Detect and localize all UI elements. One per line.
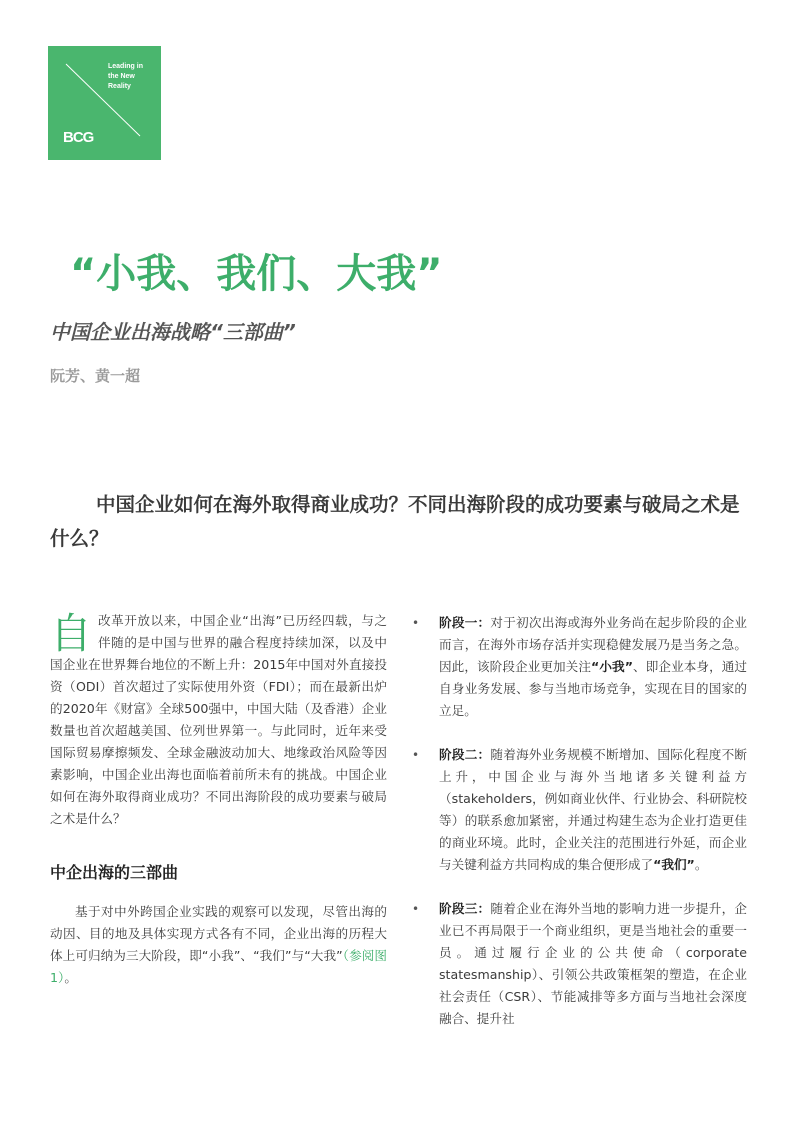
logo-tagline [108,62,143,92]
stage-1-text-end: 、即企业本身，通过自身业务发展、参与当地市场竞争，实现在目的国家的立足。 [439,659,747,718]
section-paragraph [50,901,387,989]
bullet-dot-icon: • [412,902,420,916]
stage-3-item [412,898,747,1030]
tagline-line-3: Reality [108,83,131,90]
bullet-dot-icon: • [412,748,420,762]
stage-1-item [412,612,747,722]
section-text: 基于对中外跨国企业实践的观察可以发现，尽管出海的动因、目的地及具体实现方式各有不同，企业出海的历程大体上可归纳为三大阶段，即“小我”、“我们”与“大我” [50,904,387,963]
tagline-line-2: the New [108,73,135,80]
section-text-end: 。 [64,970,77,985]
bullet-dot-icon: • [412,616,420,630]
logo-wordmark: BCG [63,129,94,146]
stage-2-label: 阶段二： [439,747,491,762]
intro-text: 改革开放以来，中国企业“出海”已历经四载，与之伴随的是中国与世界的融合程度持续加深，以及中国企业在世界舞台地位的不断上升：2015年中国对外直接投资（ODI）首次超过了实际使用外资（FDI）；而在最新出炉的2020年《财富》全球500强中，中国大陆（及香港）企业数量也首次超越美国、位列世界第一。与此同时，近年来受国际贸易摩擦频发、全球金融波动加大、地缘政治风险等因素影响，中国企业出海也面临着前所未有的挑战。中国企业如何在海外取得商业成功？不同出海阶段的成功要素与破局之术是什么？ [50,613,387,826]
stage-1-highlight: “小我” [591,659,633,674]
left-column [50,610,387,989]
stage-2-highlight: “我们” [653,857,695,872]
article-title: “小我、我们、大我” [70,251,443,297]
stage-1-text: 对于初次出海或海外业务尚在起步阶段的企业而言，在海外市场存活并实现稳健发展乃是当务之急。因此，该阶段企业更加关注 [439,615,747,674]
article-authors: 阮芳、黄一超 [50,367,141,385]
intro-paragraph [50,610,387,830]
stage-2-text-end: 。 [694,857,708,872]
stage-3-text: 随着企业在海外当地的影响力进一步提升，企业已不再局限于一个商业组织，更是当地社会的重要一员。通过履行企业的公共使命（corporate statesmanship）、引领公共政策框架的塑造，在企业社会责任（CSR）、节能减排等多方面与当地社会深度融合、提升社 [439,901,747,1026]
stage-2-text: 随着海外业务规模不断增加、国际化程度不断上升，中国企业与海外当地诸多关键利益方（stakeholders，例如商业伙伴、行业协会、科研院校等）的联系愈加紧密，并通过构建生态为企业打造更佳的商业环境。此时，企业关注的范围进行外延，而企业与关键利益方共同构成的集合便形成了 [439,747,747,872]
stage-3-label: 阶段三： [439,901,491,916]
lead-question: 中国企业如何在海外取得商业成功？不同出海阶段的成功要素与破局之术是什么？ [50,493,740,550]
section-heading: 中企出海的三部曲 [50,863,179,882]
article-subtitle: 中国企业出海战略“三部曲” [50,320,296,344]
right-column [412,612,747,1052]
tagline-line-1: Leading in [108,63,143,70]
stage-1-label: 阶段一： [439,615,491,630]
drop-cap: 自 [50,609,93,658]
figure-reference-link[interactable]: （参阅图1） [50,948,387,985]
stage-2-item [412,744,747,876]
bcg-logo [48,46,161,160]
